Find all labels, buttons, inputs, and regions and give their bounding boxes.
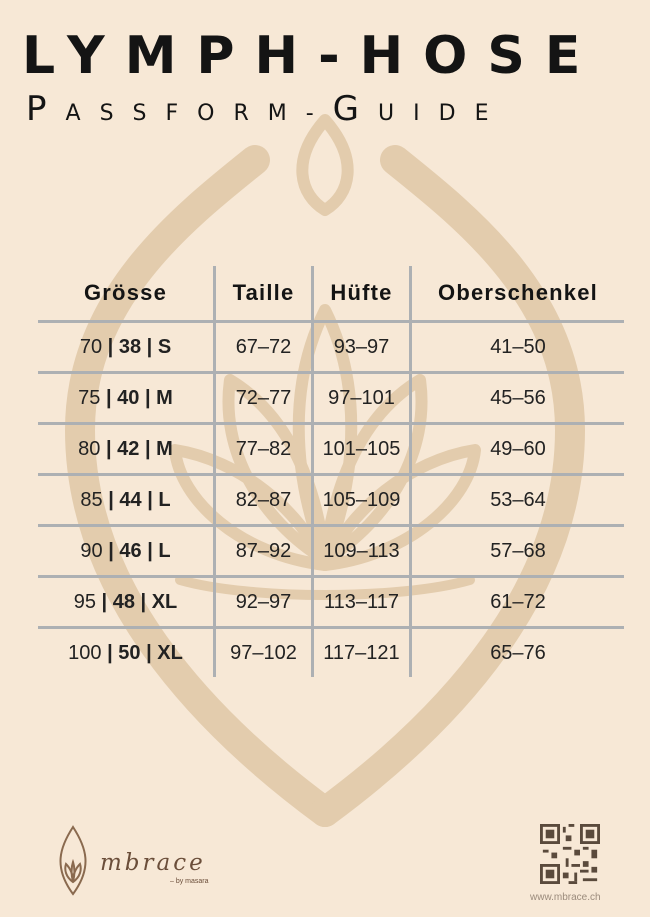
size-eu: 44 [119, 488, 142, 511]
size-letter: XL [151, 590, 178, 613]
taille-cell: 92–97 [215, 577, 313, 628]
taille-cell: 72–77 [215, 373, 313, 424]
table-row [38, 424, 624, 475]
size-table [38, 266, 624, 677]
size-eu: 40 [117, 386, 140, 409]
size-cell [38, 526, 215, 577]
size-separator: | [107, 335, 114, 358]
brand-name: mbrace [100, 850, 206, 876]
huefte-cell: 109–113 [313, 526, 411, 577]
website-url[interactable]: www.mbrace.ch [530, 892, 601, 903]
size-separator: | [146, 641, 152, 664]
size-separator: | [147, 488, 153, 511]
oberschenkel-cell: 49–60 [411, 424, 625, 475]
huefte-cell: 113–117 [313, 577, 411, 628]
brand-sub: – by masara [170, 878, 209, 885]
size-letter: M [156, 437, 173, 460]
page-subtitle: PASSFORM-GUIDE [26, 89, 508, 129]
table-row [38, 322, 624, 373]
oberschenkel-cell: 45–56 [411, 373, 625, 424]
size-separator: | [101, 590, 108, 613]
header-huefte: Hüfte [313, 266, 411, 322]
huefte-cell: 101–105 [313, 424, 411, 475]
header-taille: Taille [215, 266, 313, 322]
page-title: LYMPH-HOSE [22, 26, 601, 86]
size-separator: | [144, 386, 151, 409]
table-row [38, 373, 624, 424]
size-cell [38, 628, 215, 678]
size-separator: | [108, 488, 114, 511]
size-eu: 42 [117, 437, 140, 460]
size-eu: 50 [118, 641, 141, 664]
size-separator: | [144, 437, 151, 460]
huefte-cell: 93–97 [313, 322, 411, 373]
oberschenkel-cell: 57–68 [411, 526, 625, 577]
size-separator: | [140, 590, 147, 613]
size-letter: XL [157, 641, 183, 664]
table-row [38, 628, 624, 678]
size-separator: | [146, 335, 153, 358]
size-number: 75 [78, 386, 101, 409]
size-separator: | [108, 539, 114, 562]
size-eu: 38 [118, 335, 142, 358]
huefte-cell: 117–121 [313, 628, 411, 678]
huefte-cell: 97–101 [313, 373, 411, 424]
size-number: 85 [80, 488, 103, 511]
taille-cell: 67–72 [215, 322, 313, 373]
size-number: 90 [80, 539, 103, 562]
size-cell [38, 373, 215, 424]
taille-cell: 82–87 [215, 475, 313, 526]
size-number: 100 [68, 641, 102, 664]
size-cell [38, 577, 215, 628]
table-row [38, 577, 624, 628]
size-separator: | [107, 641, 113, 664]
table-header-row [38, 266, 624, 322]
qr-code-icon[interactable] [540, 824, 600, 884]
size-number: 70 [79, 335, 103, 358]
table-row [38, 475, 624, 526]
size-separator: | [105, 437, 112, 460]
oberschenkel-cell: 41–50 [411, 322, 625, 373]
size-number: 80 [78, 437, 101, 460]
size-cell [38, 322, 215, 373]
size-number: 95 [73, 590, 96, 613]
size-letter: S [157, 335, 172, 358]
taille-cell: 87–92 [215, 526, 313, 577]
oberschenkel-cell: 53–64 [411, 475, 625, 526]
size-letter: L [158, 539, 171, 562]
table-row [38, 526, 624, 577]
size-cell [38, 475, 215, 526]
huefte-cell: 105–109 [313, 475, 411, 526]
size-separator: | [147, 539, 153, 562]
size-eu: 46 [119, 539, 142, 562]
size-eu: 48 [112, 590, 135, 613]
header-oberschenkel: Oberschenkel [411, 266, 625, 322]
oberschenkel-cell: 65–76 [490, 641, 546, 664]
size-separator: | [105, 386, 112, 409]
size-cell [38, 424, 215, 475]
header-groesse: Grösse [38, 266, 215, 322]
taille-cell: 97–102 [215, 628, 313, 678]
taille-cell: 77–82 [215, 424, 313, 475]
size-letter: L [158, 488, 171, 511]
oberschenkel-cell: 61–72 [411, 577, 625, 628]
size-letter: M [156, 386, 173, 409]
